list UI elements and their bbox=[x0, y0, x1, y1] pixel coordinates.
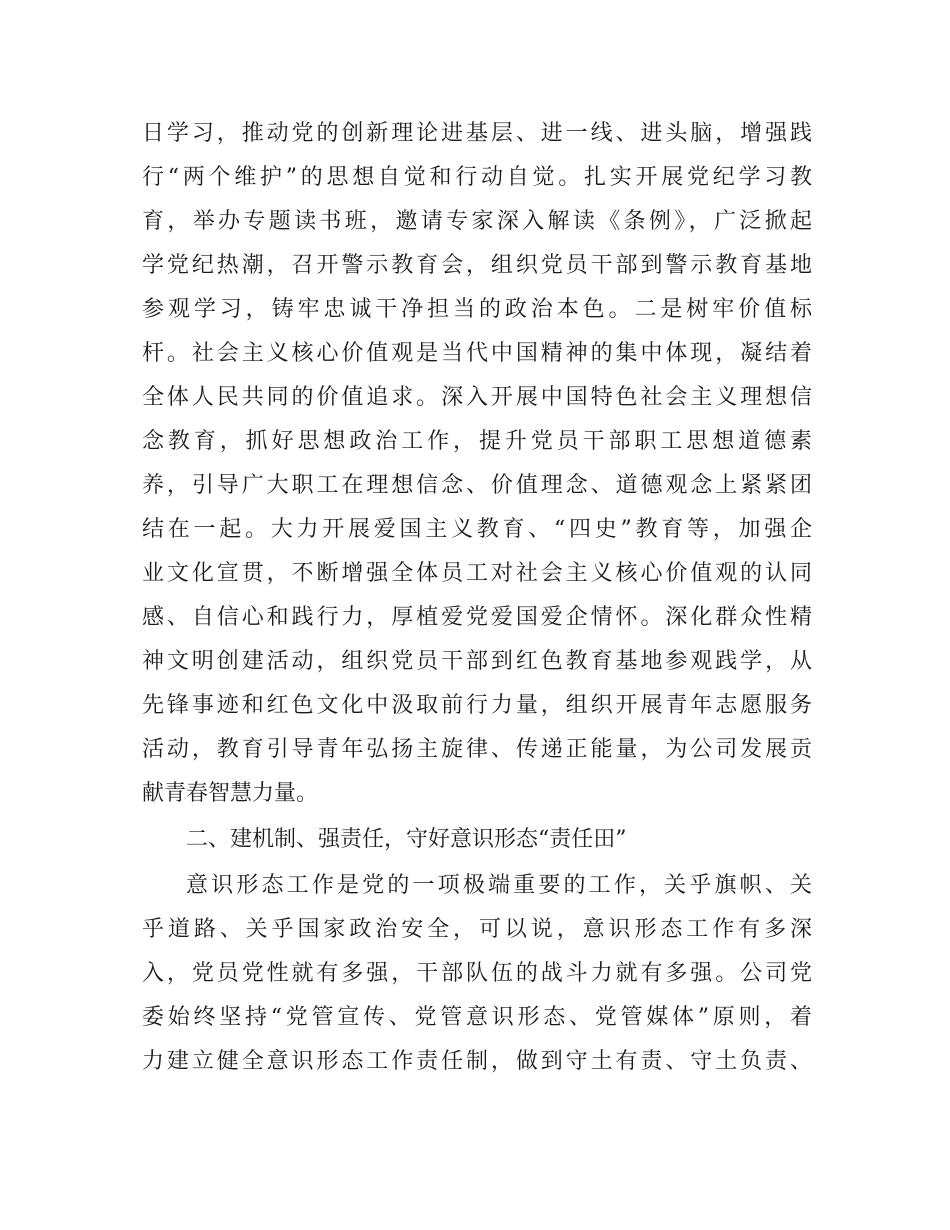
text-line: 神文明创建活动，组织党员干部到红色教育基地参观践学，从 bbox=[142, 649, 812, 674]
text-line: 结在一起。大力开展爱国主义教育、“四史”教育等，加强企 bbox=[142, 517, 812, 542]
text-line: 参观学习，铸牢忠诚干净担当的政治本色。二是树牢价值标 bbox=[142, 297, 812, 322]
text-line: 活动，教育引导青年弘扬主旋律、传递正能量，为公司发展贡 bbox=[142, 737, 812, 762]
body-text bbox=[142, 0, 812, 1230]
text-line: 业文化宣贯，不断增强全体员工对社会主义核心价值观的认同 bbox=[142, 561, 812, 586]
text-line: 先锋事迹和红色文化中汲取前行力量，组织开展青年志愿服务 bbox=[142, 693, 812, 718]
text-line: 全体人民共同的价值追求。深入开展中国特色社会主义理想信 bbox=[142, 385, 812, 410]
text-line: 委始终坚持“党管宣传、党管意识形态、党管媒体”原则，着 bbox=[142, 1005, 812, 1030]
text-line: 行“两个维护”的思想自觉和行动自觉。扎实开展党纪学习教 bbox=[142, 165, 812, 190]
text-line: 日学习，推动党的创新理论进基层、进一线、进头脑，增强践 bbox=[142, 121, 812, 146]
text-line: 念教育，抓好思想政治工作，提升党员干部职工思想道德素 bbox=[142, 429, 812, 454]
text-line: 杆。社会主义核心价值观是当代中国精神的集中体现，凝结着 bbox=[142, 341, 812, 366]
text-line: 感、自信心和践行力，厚植爱党爱国爱企情怀。深化群众性精 bbox=[142, 605, 812, 630]
section-heading: 二、建机制、强责任，守好意识形态“责任田” bbox=[186, 827, 627, 852]
text-line: 学党纪热潮，召开警示教育会，组织党员干部到警示教育基地 bbox=[142, 253, 812, 278]
text-line: 养，引导广大职工在理想信念、价值理念、道德观念上紧紧团 bbox=[142, 473, 812, 498]
text-line: 力建立健全意识形态工作责任制，做到守土有责、守土负责、 bbox=[142, 1049, 812, 1074]
text-line: 乎道路、关乎国家政治安全，可以说，意识形态工作有多深 bbox=[142, 917, 812, 942]
text-line: 入，党员党性就有多强，干部队伍的战斗力就有多强。公司党 bbox=[142, 961, 812, 986]
text-line: 意识形态工作是党的一项极端重要的工作，关乎旗帜、关 bbox=[186, 873, 812, 898]
text-line: 育，举办专题读书班，邀请专家深入解读《条例》，广泛掀起 bbox=[142, 209, 812, 234]
text-line: 献青春智慧力量。 bbox=[142, 781, 319, 806]
